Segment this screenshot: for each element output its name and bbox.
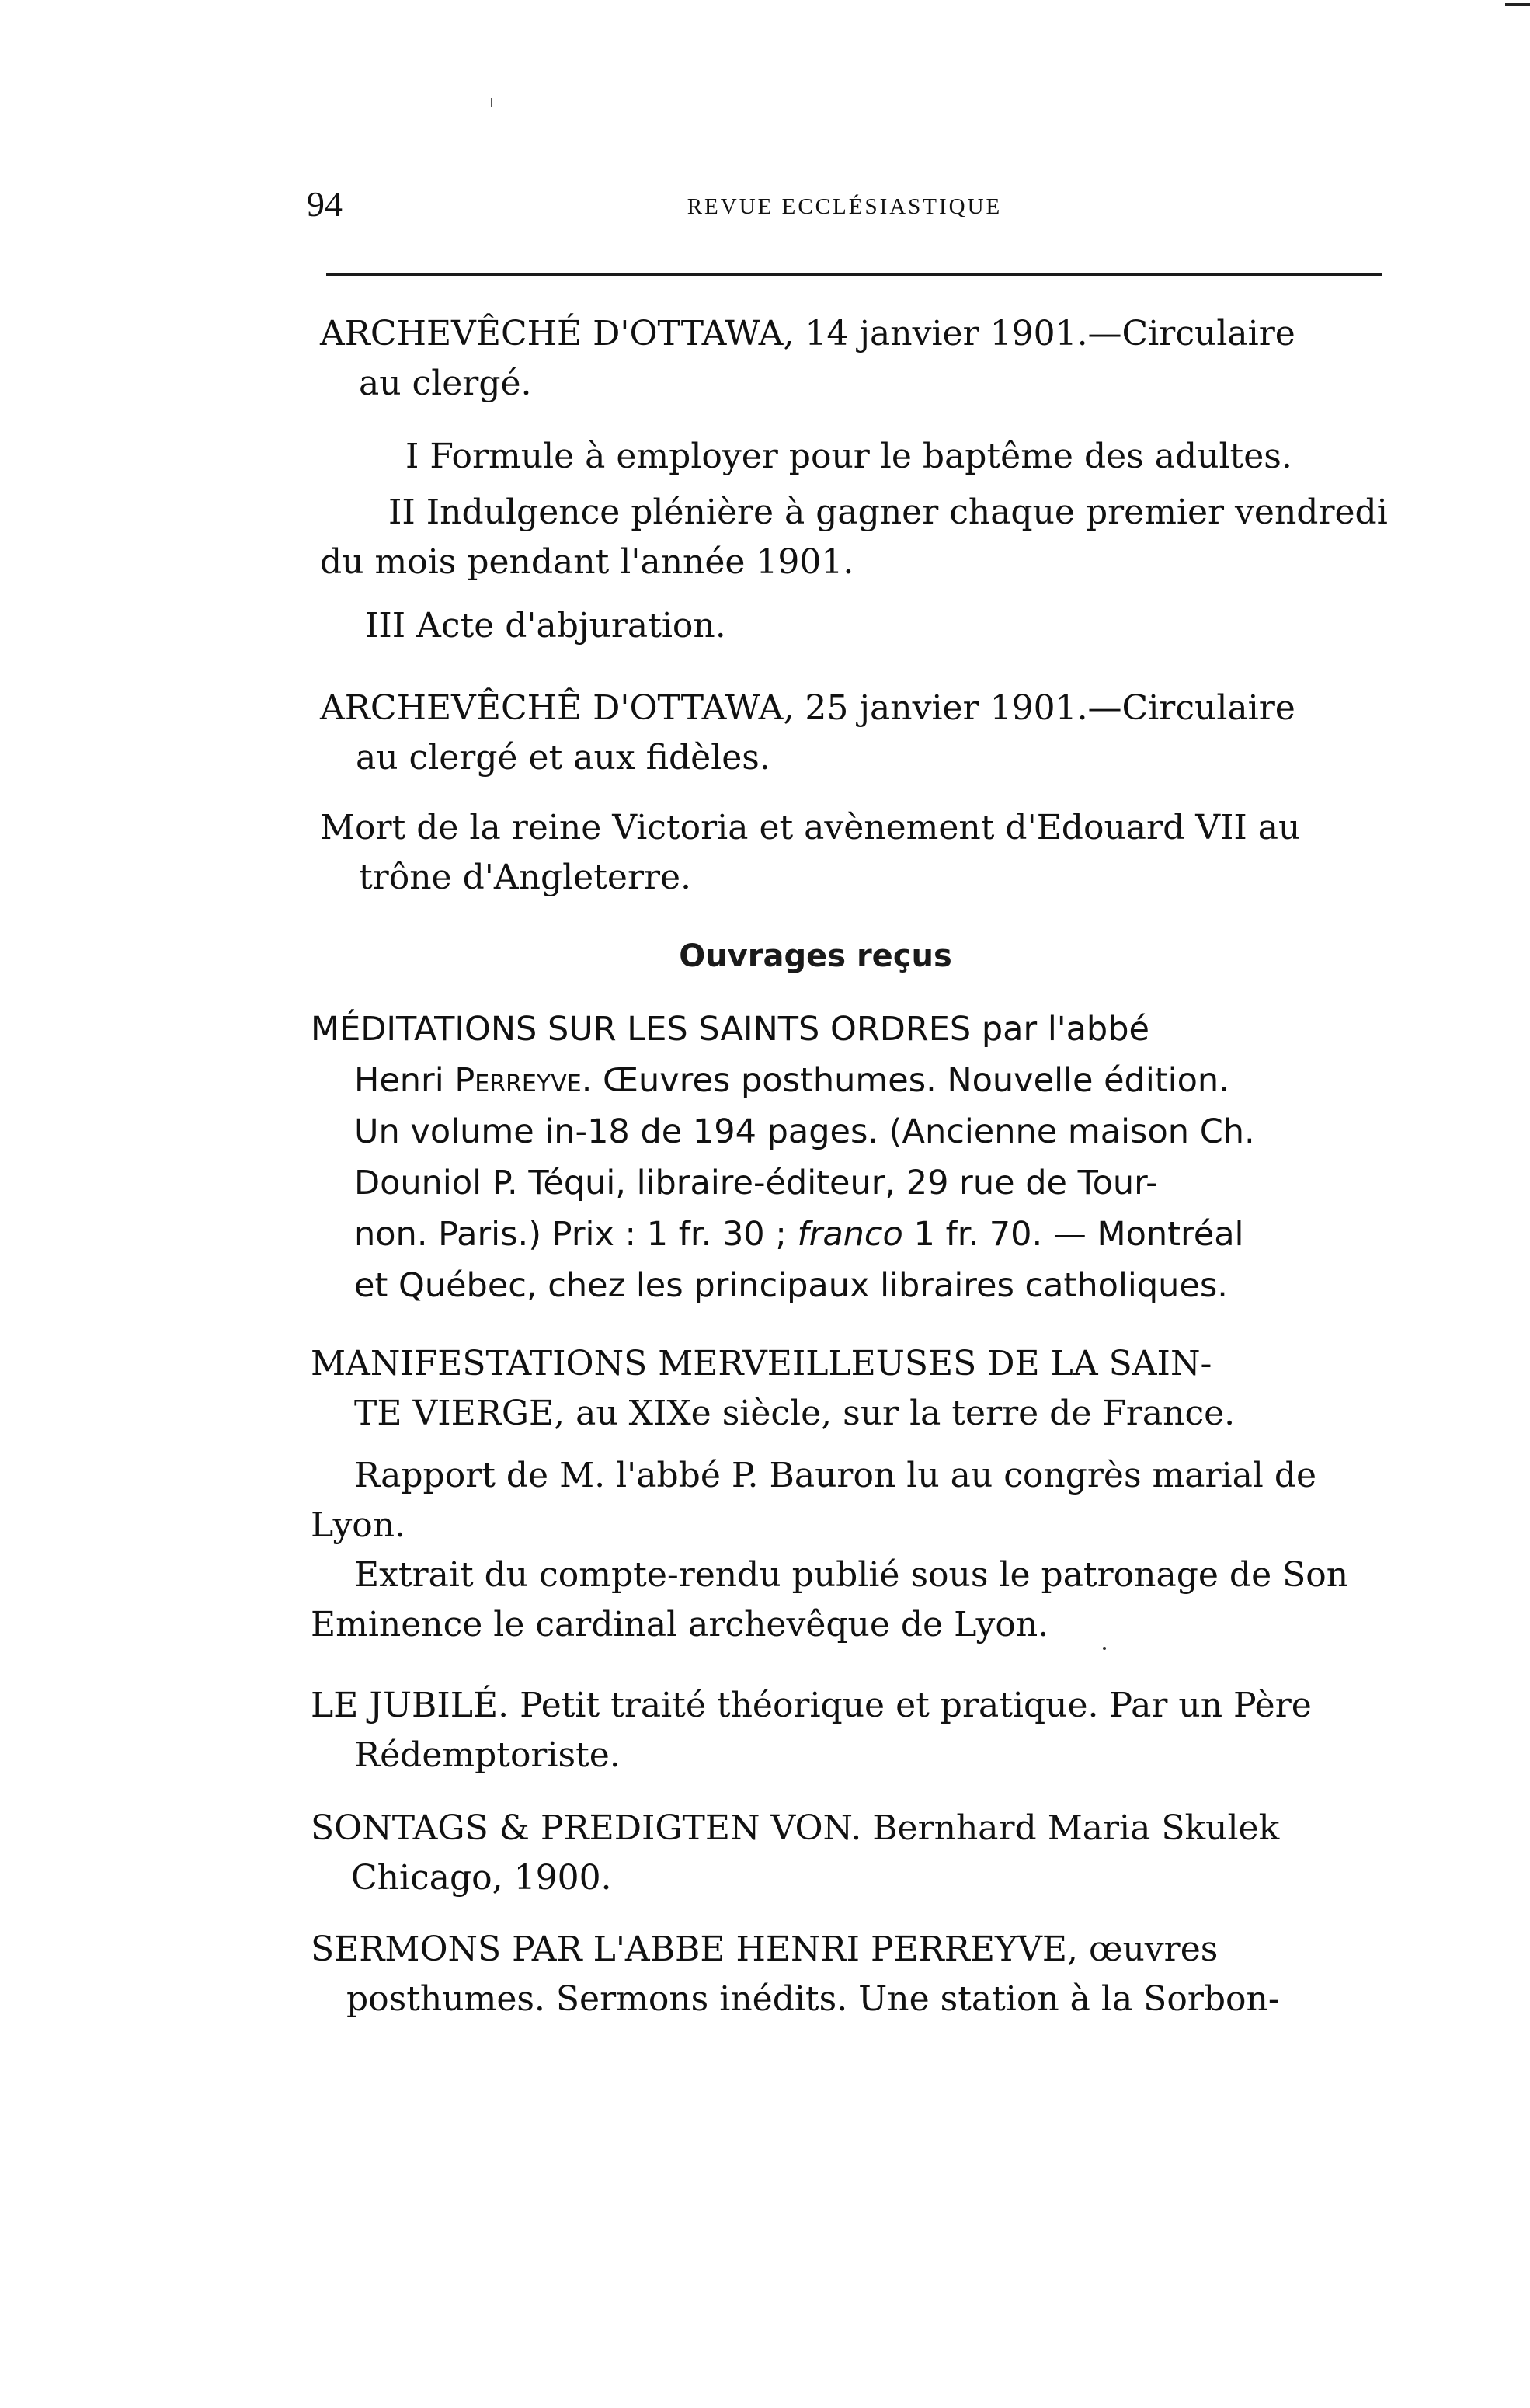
text-line: Rédemptoriste. [354,1735,621,1775]
author-name: Perreyve [454,1061,582,1100]
text-line: ARCHEVÊCHÉ D'OTTAWA, 14 janvier 1901.—Circulaire [320,314,1295,353]
page-tick-mark [491,98,492,107]
text-line: du mois pendant l'année 1901. [320,542,854,582]
entry-ottawa-jan-14 [320,309,1295,409]
text-line: Chicago, 1900. [351,1858,612,1898]
entry-item-iii [365,601,726,651]
book-jubile [311,1681,1312,1780]
text-line: SONTAGS & PREDIGTEN VON. Bernhard Maria Skulek [311,1808,1280,1848]
page-corner-mark [1505,3,1530,6]
book-manifestations [311,1339,1235,1439]
franco-word: franco [797,1215,903,1254]
book-sermons [311,1925,1280,2024]
text-line: SERMONS PAR L'ABBE HENRI PERREYVE, œuvres [311,1930,1219,1969]
book-sontags [311,1804,1279,1903]
text-line: Extrait du compte-rendu publié sous le patronage de Son [354,1555,1349,1595]
text-line: MÉDITATIONS SUR LES SAINTS ORDRES par l'abbé [311,1010,1149,1049]
text-line: ARCHEVÊCHÊ D'OTTAWA, 25 janvier 1901.—Circulaire [320,688,1295,728]
text-line: au clergé. [359,364,532,403]
book-rapport [311,1451,1316,1550]
text-line: TE VIERGE, au XIXe siècle, sur la terre de France. [354,1394,1236,1433]
text-line: I Formule à employer pour le baptême des adultes. [405,437,1292,476]
text-line: Mort de la reine Victoria et avènement d'Edouard VII au [320,808,1301,847]
entry-item-ii [320,488,1388,587]
page-header [307,183,1382,238]
text-segment: . Œuvres posthumes. Nouvelle édition. [581,1061,1229,1100]
header-rule [326,273,1382,276]
text-line: Lyon. [311,1505,406,1545]
section-title: Ouvrages reçus [679,938,952,974]
text-segment: 1 fr. 70. — Montréal [902,1215,1244,1254]
text-line: III Acte d'abjuration. [365,606,726,645]
text-segment: Henri [354,1061,455,1100]
text-line: Douniol P. Téqui, libraire-éditeur, 29 rue de Tour- [354,1164,1158,1202]
text-line [311,1055,1255,1106]
text-line: posthumes. Sermons inédits. Une station à la Sorbon- [346,1979,1280,2019]
entry-victoria [320,803,1300,903]
text-line: MANIFESTATIONS MERVEILLEUSES DE LA SAIN- [311,1344,1212,1383]
text-line: Rapport de M. l'abbé P. Bauron lu au congrès marial de [354,1456,1317,1495]
text-line: Eminence le cardinal archevêque de Lyon. [311,1605,1049,1644]
text-segment: non. Paris.) Prix : 1 fr. 30 ; [354,1215,798,1254]
text-line: Un volume in-18 de 194 pages. (Ancienne maison Ch. [354,1112,1255,1151]
text-line: II Indulgence plénière à gagner chaque premier vendredi [388,492,1388,532]
text-line: LE JUBILÉ. Petit traité théorique et pratique. Par un Père [311,1686,1312,1725]
text-line: au clergé et aux fidèles. [356,738,770,778]
book-meditations [311,1004,1255,1311]
book-extrait [311,1550,1348,1650]
entry-ottawa-jan-25 [320,684,1295,783]
running-head: REVUE ECCLÉSIASTIQUE [687,194,1003,219]
text-line [311,1209,1255,1260]
text-line: trône d'Angleterre. [359,858,692,897]
text-line: et Québec, chez les principaux libraires catholiques. [354,1266,1228,1305]
page-number: 94 [307,184,343,224]
ink-dot [1103,1647,1106,1650]
entry-item-i [405,432,1292,482]
